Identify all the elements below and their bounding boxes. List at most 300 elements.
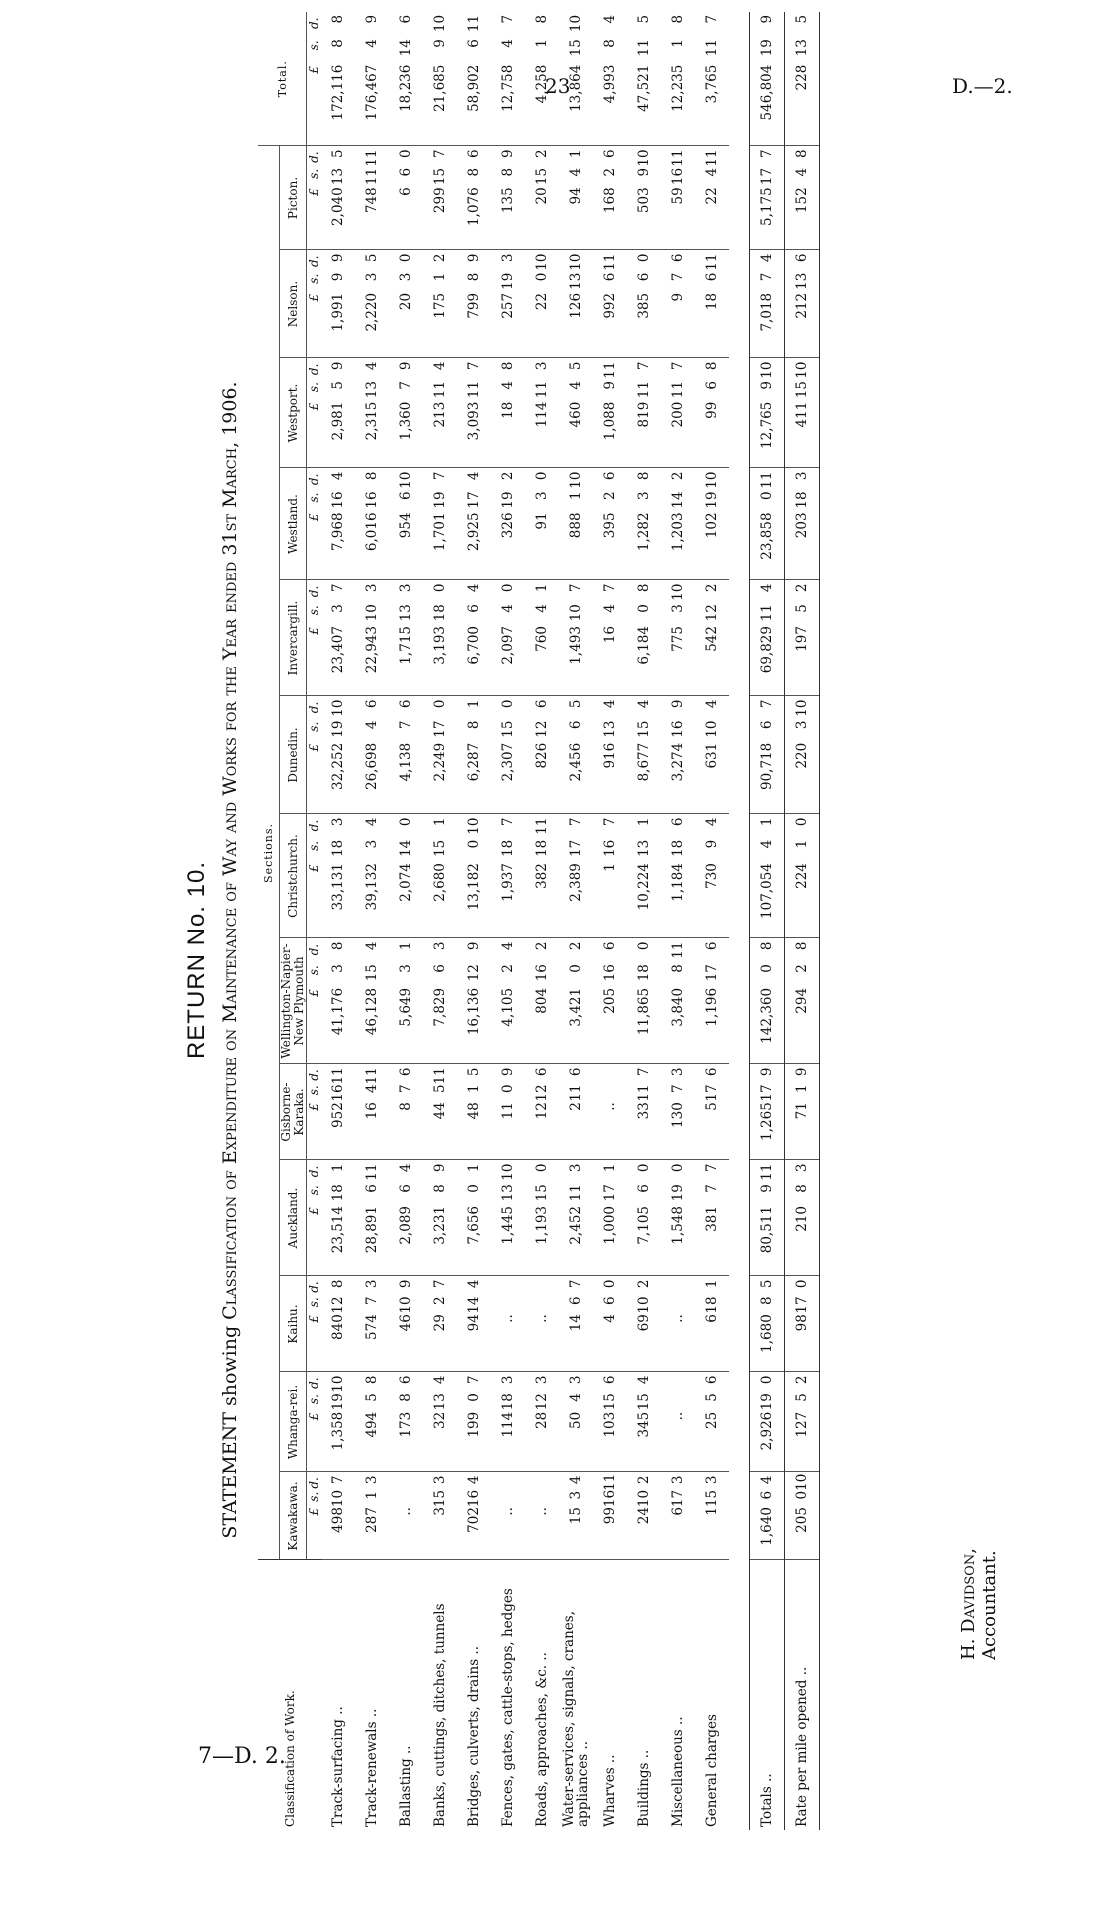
shillings-value: 18 (330, 1184, 347, 1202)
pence-value: 6 (602, 941, 619, 951)
shillings-value: 15 (794, 381, 811, 399)
pence-value: 9 (670, 699, 687, 709)
amount-cell (525, 1372, 559, 1472)
pence-value: 3 (534, 361, 551, 371)
pence-value: 1 (534, 583, 551, 593)
unit-label: £ (307, 1103, 322, 1111)
amount-cell (457, 250, 491, 358)
amount-cell (785, 1064, 820, 1160)
shillings-value: 6 (704, 381, 721, 390)
column-header: Dunedin. (280, 696, 307, 814)
pence-value: 3 (432, 1475, 449, 1485)
amount-cell (355, 1472, 389, 1560)
shillings-value: 11 (704, 39, 721, 57)
shillings-value: 0 (794, 1490, 811, 1500)
amount-cell (559, 580, 593, 696)
column-header: Nelson. (280, 250, 307, 358)
pounds-value: 50 (568, 1411, 585, 1429)
amount-cell (627, 12, 661, 146)
pence-value: 11 (759, 471, 776, 489)
column-header: Auckland. (280, 1160, 307, 1276)
pence-value: 0 (636, 1163, 653, 1173)
pence-value: 10 (794, 361, 811, 379)
pounds-value: 1 (602, 863, 619, 872)
amount-cell (695, 250, 729, 358)
pounds-value: 287 (364, 1507, 381, 1533)
pence-value: 4 (759, 583, 776, 593)
amount-cell (423, 358, 457, 468)
pence-value: 11 (704, 149, 721, 167)
pounds-value: 799 (466, 292, 483, 319)
pounds-value: 90,718 (759, 742, 776, 791)
pounds-value: 10,224 (636, 863, 653, 911)
unit-label: £ (307, 1207, 322, 1215)
row-label: Ballasting .. (398, 1745, 415, 1827)
shillings-value: 18 (794, 491, 811, 509)
amount-cell (491, 1472, 525, 1560)
pounds-value: 1,991 (330, 292, 347, 332)
pence-value: 3 (398, 583, 415, 593)
shillings-value: 6 (704, 272, 721, 282)
column-header: Kaihu. (280, 1276, 307, 1372)
amount-cell (491, 1064, 525, 1160)
pounds-value: .. (534, 1314, 551, 1323)
shillings-value: 3 (534, 491, 551, 501)
shillings-value: 0 (568, 964, 585, 973)
pence-value: 8 (364, 471, 381, 481)
shillings-value: 8 (466, 272, 483, 282)
unit-label: d. (307, 701, 322, 714)
shillings-value: 4 (568, 167, 585, 177)
shillings-value: 13 (364, 381, 381, 399)
shillings-value: 8 (670, 964, 687, 973)
pounds-value: 3,840 (670, 987, 687, 1027)
shillings-value: 6 (568, 1296, 585, 1305)
amount-cell (661, 580, 695, 696)
shillings-value: 18 (432, 604, 449, 622)
amount-cell (355, 358, 389, 468)
table-row (491, 12, 525, 1830)
pence-value: 10 (568, 14, 585, 33)
pounds-value: 12,765 (759, 401, 776, 449)
column-header: Whanga-rei. (280, 1372, 307, 1472)
shillings-value: 15 (636, 720, 653, 738)
shillings-value: 10 (398, 1296, 415, 1314)
shillings-value: 16 (534, 964, 551, 982)
amount-cell (389, 580, 423, 696)
amount-cell (525, 358, 559, 468)
shillings-value: 11 (636, 1084, 653, 1102)
amount-cell (389, 1160, 423, 1276)
amount-cell (661, 250, 695, 358)
pounds-value: 460 (568, 401, 585, 428)
amount-cell (525, 580, 559, 696)
amount-cell (627, 938, 661, 1064)
pounds-value: 12 (534, 1102, 551, 1120)
unit-label: £ (307, 293, 322, 302)
shillings-value: 18 (534, 839, 551, 857)
shillings-value: 1 (794, 1084, 811, 1093)
shillings-value: 13 (636, 839, 653, 857)
shillings-value: 8 (794, 1184, 811, 1193)
pounds-value: 631 (704, 742, 721, 769)
shillings-value: 17 (466, 491, 483, 509)
amount-cell (423, 468, 457, 580)
amount-cell (423, 814, 457, 938)
amount-cell (785, 580, 820, 696)
pence-value: 1 (704, 1279, 721, 1289)
pence-value: 6 (568, 1067, 585, 1077)
pounds-value: 498 (330, 1507, 347, 1533)
pence-value: 9 (500, 1067, 517, 1077)
shillings-value: 4 (500, 381, 517, 390)
pounds-value: .. (534, 1507, 551, 1516)
pounds-value: 126 (568, 292, 585, 319)
column-header: Picton. (280, 146, 307, 250)
pence-value: 4 (500, 941, 517, 951)
shillings-value: 1 (568, 491, 585, 501)
table-row (355, 12, 389, 1830)
amount-cell (785, 1372, 820, 1472)
shillings-value: 6 (364, 1184, 381, 1193)
pounds-value: 18 (704, 292, 721, 311)
amount-cell (525, 1276, 559, 1372)
shillings-value: 18 (500, 839, 517, 857)
shillings-value: 17 (602, 1184, 619, 1202)
shillings-value: 1 (364, 1490, 381, 1500)
amount-cell (423, 1064, 457, 1160)
unit-label: s. (307, 1185, 322, 1196)
pence-value: 3 (500, 253, 517, 263)
pence-value: 11 (364, 1067, 381, 1085)
unit-label: s. (307, 273, 322, 284)
shillings-value: 4 (500, 39, 517, 48)
shillings-value: 6 (602, 272, 619, 282)
pence-value: 2 (636, 1279, 653, 1289)
amount-cell (457, 938, 491, 1064)
shillings-value: 16 (670, 720, 687, 738)
amount-cell (423, 146, 457, 250)
pounds-value: 494 (364, 1411, 381, 1438)
pence-value: 0 (794, 1279, 811, 1289)
shillings-value: 17 (759, 167, 776, 186)
shillings-value: 0 (759, 491, 776, 501)
amount-cell (750, 1276, 785, 1372)
shillings-value: 8 (432, 1184, 449, 1193)
pounds-value: 94 (568, 187, 585, 205)
shillings-value: 12 (534, 720, 551, 738)
pounds-value: 200 (670, 401, 687, 428)
row-label: Track-renewals .. (364, 1708, 381, 1827)
pounds-value: 840 (330, 1314, 347, 1340)
row-label: Banks, cuttings, ditches, tunnels (432, 1603, 449, 1827)
amount-cell (593, 938, 627, 1064)
shillings-value: 11 (568, 1184, 585, 1202)
pence-value: 7 (466, 1375, 483, 1385)
unit-label: s. (307, 1491, 322, 1502)
pence-value: 11 (330, 1067, 347, 1085)
pence-value: 10 (432, 14, 449, 33)
pounds-value: 8 (398, 1102, 415, 1111)
amount-cell (491, 12, 525, 146)
unit-header (307, 12, 322, 146)
pence-value: 2 (794, 1375, 811, 1385)
shillings-value: 18 (500, 1393, 517, 1411)
pounds-value: 210 (794, 1206, 811, 1232)
amount-cell (355, 1160, 389, 1276)
pence-value: 7 (568, 817, 585, 827)
amount-cell (661, 12, 695, 146)
amount-cell (695, 580, 729, 696)
pounds-value: 2,089 (398, 1206, 415, 1245)
pence-value: 2 (500, 471, 517, 481)
unit-label: £ (307, 1507, 322, 1516)
amount-cell (661, 1160, 695, 1276)
amount-cell (491, 358, 525, 468)
amount-cell (593, 12, 627, 146)
amount-cell (593, 468, 627, 580)
pounds-value: 1,265 (759, 1102, 776, 1141)
amount-cell (423, 1160, 457, 1276)
shillings-value: 3 (330, 604, 347, 613)
pence-value: 11 (602, 361, 619, 379)
pounds-value: 3,231 (432, 1206, 449, 1245)
pounds-value: 2,307 (500, 742, 517, 782)
pence-value: 3 (330, 817, 347, 827)
shillings-value: 1 (794, 839, 811, 849)
amount-cell (389, 1276, 423, 1372)
amount-cell (559, 146, 593, 250)
amount-cell (661, 1472, 695, 1560)
shillings-value: 0 (466, 1184, 483, 1193)
amount-cell (785, 696, 820, 814)
pence-value: 6 (466, 149, 483, 159)
pounds-value: 13,864 (568, 64, 585, 112)
pounds-value: 345 (636, 1411, 653, 1438)
shillings-value: 13 (330, 167, 347, 186)
pence-value: 6 (602, 149, 619, 159)
shillings-value: 9 (602, 381, 619, 390)
unit-label: £ (307, 1412, 322, 1421)
statement-subtitle: Classification of Expenditure on Maintenance of Way and Works for the Year ended 31st March, 1906. (219, 381, 241, 1320)
pounds-value: 294 (794, 987, 811, 1014)
unit-label: s. (307, 1297, 322, 1308)
return-number-heading: RETURN No. 10. (183, 860, 210, 1060)
shillings-value: 9 (636, 167, 653, 177)
pence-value: 8 (794, 149, 811, 159)
amount-cell (355, 250, 389, 358)
shillings-value: 6 (466, 604, 483, 613)
pounds-value: 2,040 (330, 187, 347, 226)
unit-label: d. (307, 473, 322, 486)
pounds-value: 1,445 (500, 1206, 517, 1245)
amount-cell (695, 814, 729, 938)
unit-label: d. (307, 943, 322, 956)
amount-cell (785, 1472, 820, 1560)
pence-value: 3 (364, 1279, 381, 1289)
amount-cell (355, 1372, 389, 1472)
pence-value: 6 (602, 471, 619, 481)
shillings-value: 14 (398, 839, 415, 857)
shillings-value: 3 (364, 839, 381, 849)
pounds-value: 2,220 (364, 292, 381, 332)
pence-value: 4 (466, 1475, 483, 1485)
pence-value: 0 (534, 1163, 551, 1173)
shillings-value: 2 (794, 964, 811, 973)
row-label: Bridges, culverts, drains .. (466, 1645, 483, 1827)
footer-reference: 7—D. 2. (198, 1744, 286, 1769)
pounds-value: 28 (534, 1411, 551, 1429)
table-row (321, 12, 355, 1830)
amount-cell (423, 1472, 457, 1560)
pounds-value: 1,937 (500, 863, 517, 902)
pence-value: 9 (794, 1067, 811, 1077)
amount-cell (695, 358, 729, 468)
pounds-value: 1,000 (602, 1206, 619, 1245)
classification-header: Classification of Work. (258, 1560, 321, 1830)
table-row (593, 12, 627, 1830)
pence-value: 10 (568, 471, 585, 489)
pounds-value: 7,656 (466, 1206, 483, 1245)
pence-value: 6 (398, 14, 415, 24)
amount-cell (661, 468, 695, 580)
shillings-value: 1 (534, 39, 551, 48)
amount-cell (661, 814, 695, 938)
pounds-value: 205 (602, 987, 619, 1014)
statement-lead: STATEMENT showing (219, 1325, 241, 1539)
table-row (423, 12, 457, 1830)
pounds-value: 130 (670, 1102, 687, 1128)
amount-cell (321, 814, 355, 938)
shillings-value: 16 (602, 964, 619, 982)
unit-header (307, 938, 322, 1064)
pence-value: 4 (704, 699, 721, 709)
pounds-value: 107,054 (759, 863, 776, 919)
amount-cell (750, 146, 785, 250)
amount-cell (525, 696, 559, 814)
pence-value: 6 (534, 699, 551, 709)
pounds-value: 41,176 (330, 987, 347, 1036)
pounds-value: 228 (794, 64, 811, 91)
pounds-value: 224 (794, 863, 811, 889)
pence-value: 2 (670, 471, 687, 481)
amount-cell (321, 1064, 355, 1160)
amount-cell (627, 250, 661, 358)
shillings-value: 7 (398, 720, 415, 730)
pounds-value: 7,829 (432, 987, 449, 1027)
amount-cell (457, 146, 491, 250)
pounds-value: 381 (704, 1206, 721, 1232)
shillings-value: 19 (670, 1184, 687, 1202)
row-label: Fences, gates, cattle-stops, hedges (500, 1588, 517, 1827)
pence-value: 3 (670, 1475, 687, 1485)
pounds-value: 12,235 (670, 64, 687, 112)
amount-cell (525, 250, 559, 358)
amount-cell (491, 468, 525, 580)
pounds-value: 48 (466, 1102, 483, 1120)
shillings-value: 7 (704, 1184, 721, 1193)
pounds-value: 98 (794, 1314, 811, 1332)
shillings-value: 11 (568, 1084, 585, 1102)
shillings-value: 9 (759, 381, 776, 390)
pence-value: 10 (704, 471, 721, 489)
unit-header (307, 696, 322, 814)
shillings-value: 7 (759, 272, 776, 282)
pounds-value: 2,456 (568, 742, 585, 782)
pounds-value: 411 (794, 401, 811, 428)
shillings-value: 3 (670, 604, 687, 613)
shillings-value: 13 (500, 1184, 517, 1202)
amount-cell (423, 12, 457, 146)
pounds-value: 804 (534, 987, 551, 1014)
shillings-value: 8 (759, 1296, 776, 1305)
pounds-value: 2,315 (364, 401, 381, 441)
pounds-value: 1,715 (398, 626, 415, 665)
pence-value: 7 (466, 361, 483, 371)
amount-cell (695, 1472, 729, 1560)
amount-cell (525, 1160, 559, 1276)
shillings-value: 15 (500, 720, 517, 738)
row-label: Track-surfacing .. (330, 1706, 347, 1827)
shillings-value: 6 (398, 1184, 415, 1193)
pounds-value: 730 (704, 863, 721, 889)
pence-value: 3 (568, 1163, 585, 1173)
pence-value: 1 (466, 699, 483, 709)
page-number: 23 (545, 74, 571, 98)
pence-value: 8 (670, 14, 687, 24)
pence-value: 11 (534, 817, 551, 835)
pounds-value: 24 (636, 1507, 653, 1525)
pence-value: 9 (432, 1163, 449, 1173)
pence-value: 7 (500, 817, 517, 827)
shillings-value: 4 (534, 604, 551, 613)
shillings-value: 3 (330, 964, 347, 973)
pounds-value: 213 (432, 401, 449, 428)
pounds-value: 1,088 (602, 401, 619, 441)
pounds-value: 99 (602, 1507, 619, 1525)
pence-value: 0 (636, 941, 653, 951)
pounds-value: 28,891 (364, 1206, 381, 1254)
pounds-value: 26,698 (364, 742, 381, 791)
signature (958, 1504, 1000, 1660)
pence-value: 9 (500, 149, 517, 159)
pounds-value: 114 (500, 1411, 517, 1438)
pence-value: 7 (432, 1279, 449, 1289)
amount-cell (593, 814, 627, 938)
shillings-value: 11 (636, 381, 653, 399)
pounds-value: 22 (704, 187, 721, 205)
unit-header (307, 1472, 322, 1560)
shillings-value: 18 (670, 839, 687, 857)
pence-value: 2 (704, 583, 721, 593)
amount-cell (457, 814, 491, 938)
pence-value: 3 (670, 1067, 687, 1077)
pounds-value: 7,968 (330, 512, 347, 552)
shillings-value: 2 (432, 1296, 449, 1305)
amount-cell (355, 1064, 389, 1160)
pounds-value: 6,184 (636, 626, 653, 665)
table-row (661, 12, 695, 1830)
shillings-value: 17 (704, 1084, 721, 1102)
unit-label: s. (307, 840, 322, 851)
unit-header (307, 580, 322, 696)
shillings-value: 12 (534, 1393, 551, 1411)
rotated-table-block (180, 14, 980, 1830)
shillings-value: 4 (568, 1393, 585, 1402)
amount-cell (750, 938, 785, 1064)
shillings-value: 13 (398, 604, 415, 622)
shillings-value: 1 (466, 1084, 483, 1093)
